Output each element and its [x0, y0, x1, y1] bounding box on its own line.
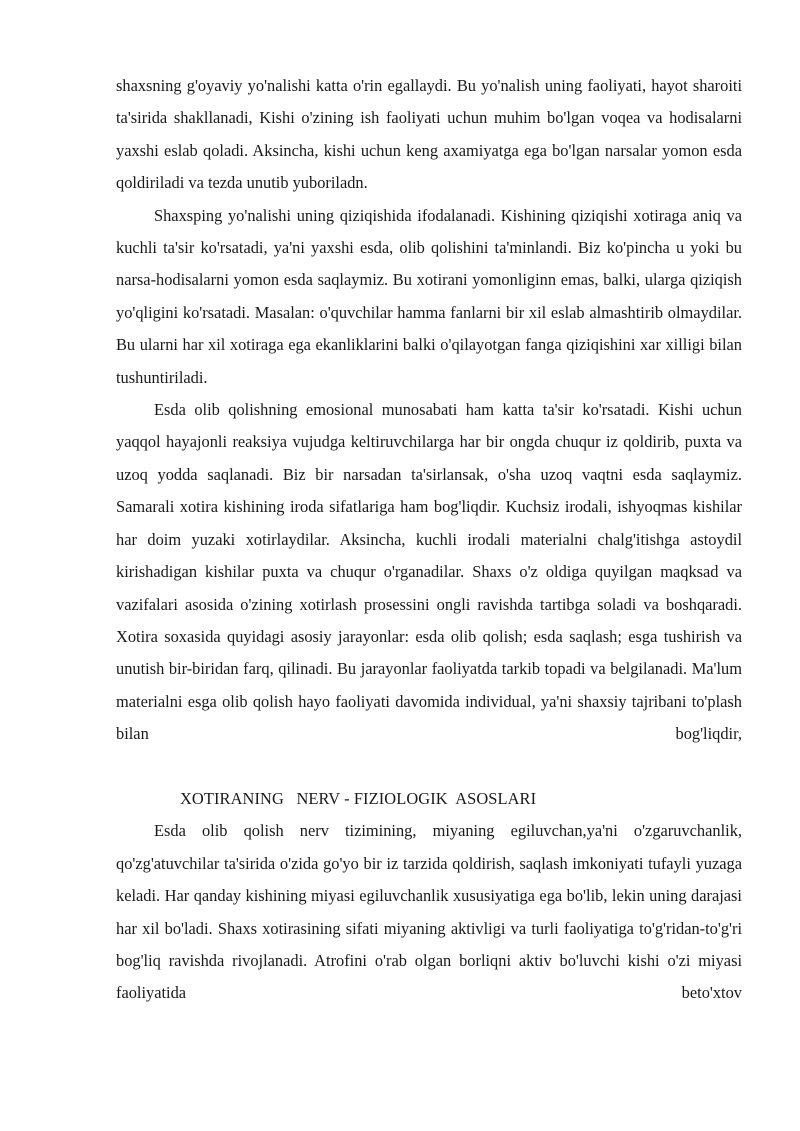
- paragraph-2: Shaxsping yo'nalishi uning qiziqishida ifodalanadi. Kishining qiziqishi xotiraga aniq va kuchli ta'sir ko'rsatadi, ya'ni yaxshi esda, olib qolishini ta'minlandi. Biz ko'pincha u yoki bu narsa-hodisalarni yomon esda saqlaymiz. Bu xotirani yomonliginn emas, balki, ularga qiziqish yo'qligini ko'rsatadi. Masalan: o'quvchilar hamma fanlarni bir xil eslab almashtirib olmaydilar. Bu ularni har xil xotiraga ega ekanliklarini balki o'qilayotgan fanga qiziqishini xar xilligi bilan tushuntiriladi.: [116, 205, 742, 387]
- document-page: [116, 70, 742, 1010]
- paragraph-3: Esda olib qolishning emosional munosabati ham katta ta'sir ko'rsatadi. Kishi uchun yaqqol hayajonli reaksiya vujudga keltiruvchilarga har bir ongda chuqur iz qoldirib, puxta va uzoq yodda saqlanadi. Biz bir narsadan ta'sirlansak, o'sha uzoq vaqtni esda saqlaymiz. Samarali xotira kishining iroda sifatlariga ham bog'liqdir. Kuchsiz irodali, ishyoqmas kishilar har doim yuzaki xotirlaydilar. Aksincha, kuchli irodali materialni chalg'itishga astoydil kirishadigan kishilar puxta va chuqur o'rganadilar. Shaxs o'z oldiga quyilgan maqksad va vazifalari asosida o'zining xotirlash prosessini ongli ravishda tartibga soladi va boshqaradi. Xotira soxasida quyidagi asosiy jarayonlar: esda olib qolish; esda saqlash; esga tushirish va unutish bir-biridan farq, qilinadi. Bu jarayonlar faoliyatda tarkib topadi va belgilanadi. Ma'lum materialni esga olib qolish hayo faoliyati davomida individual, ya'ni shaxsiy tajribani to'plash bilan bog'liqdir,: [116, 400, 742, 744]
- blank-line: [116, 751, 742, 783]
- paragraph-1: shaxsning g'oyaviy yo'nalishi katta o'rin egallaydi. Bu yo'nalish uning faoliyati, hayot sharoiti ta'sirida shakllanadi, Kishi o'zining ish faoliyati uchun muhim bo'lgan voqea va hodisalarni yaxshi eslab qoladi. Aksincha, kishi uchun keng axamiyatga ega bo'lgan narsalar yomon esda qoldiriladi va tezda unutib yuboriladn.: [116, 76, 742, 193]
- paragraph-4: Esda olib qolish nerv tizimining, miyaning egiluvchan,ya'ni o'zgaruvchanlik, qo'zg'atuvchilar ta'sirida o'zida go'yo bir iz tarzida qoldirish, saqlash imkoniyati tufayli yuzaga keladi. Har qanday kishining miyasi egiluvchanlik xususiyatiga ega bo'lib, lekin uning darajasi har xil bo'ladi. Shaxs xotirasining sifati miyaning aktivligi va turli faoliyatiga to'g'ridan-to'g'ri bog'liq ravishda rivojlanadi. Atrofini o'rab olgan borliqni aktiv bo'luvchi kishi o'zi miyasi faoliyatida beto'xtov: [116, 821, 742, 1003]
- section-heading: XOTIRANING NERV - FIZIOLOGIK ASOSLARI: [180, 788, 537, 808]
